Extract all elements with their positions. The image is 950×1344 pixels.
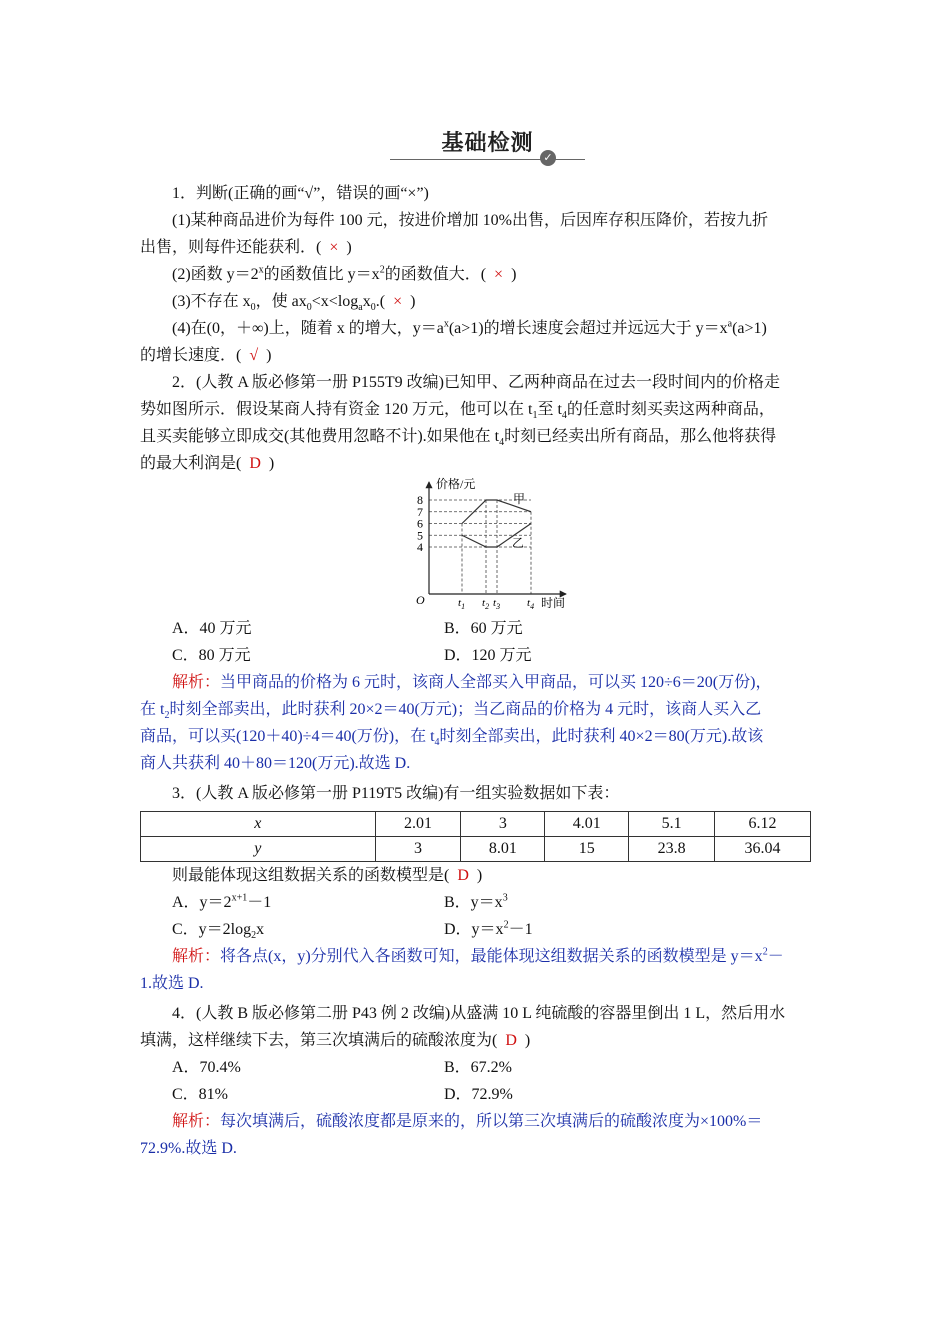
x-tick-labels xyxy=(458,597,534,611)
q4-line2: 填满，这样继续下去，第三次填满后的硫酸浓度为( D ) xyxy=(140,1032,531,1049)
q3-data-table xyxy=(140,811,811,862)
q3-question: 则最能体现这组数据关系的函数模型是( D ) xyxy=(172,867,483,884)
origin-label: O xyxy=(416,593,425,607)
series-label: 甲 xyxy=(513,492,526,506)
table-cell: 5.1 xyxy=(629,812,715,837)
q2-option-c: C．80 万元 xyxy=(172,647,251,664)
q3-option-d: D．$y=x^2-1$ xyxy=(444,919,533,938)
table-cell: 8.01 xyxy=(461,837,545,862)
q1-stem: 1．判断(正确的画“√”，错误的画“×”) xyxy=(172,185,429,202)
chart-series xyxy=(462,492,531,550)
q3-solution-line2: 1.故选 D. xyxy=(140,975,204,992)
q4-solution-line2: 72.9%.故选 D. xyxy=(140,1140,237,1157)
x-axis-label: 时间 xyxy=(541,596,566,610)
q3-option-c: C．$y=2\log_2x$ xyxy=(172,921,265,942)
q3-answer: D xyxy=(457,867,469,884)
q2-option-a: A．40 万元 xyxy=(172,620,252,637)
q2-line1: 2．(人教 A 版必修第一册 P155T9 改编)已知甲、乙两种商品在过去一段时间内的价格走 xyxy=(172,374,781,391)
x-tick-label: $t_3$ xyxy=(493,597,501,611)
q2-option-b: B．60 万元 xyxy=(444,620,523,637)
q2-line3: 且买卖能够立即成交(其他费用忽略不计).如果他在 $t_4$时刻已经卖出所有商品，那么他将获得 xyxy=(140,428,777,449)
q2-solution-line1: 解析：当甲商品的价格为 6 元时，该商人全部买入甲商品，可以买 120÷6＝20(万份)， xyxy=(172,674,772,691)
q1-p4-answer: √ xyxy=(249,347,259,364)
q3-stem: 3．(人教 A 版必修第一册 P119T5 改编)有一组实验数据如下表： xyxy=(172,785,620,802)
table-cell: 2.01 xyxy=(375,812,461,837)
series-label: 乙 xyxy=(512,536,525,550)
section-header xyxy=(380,126,595,166)
x-tick-label: $t_1$ xyxy=(458,597,466,611)
x-tick-label: $t_2$ xyxy=(482,597,490,611)
q4-option-c: C．81% xyxy=(172,1086,229,1103)
q1-p4-line1: (4)在(0，＋∞)上，随着 x 的增大，$y=a^x(a>1)$的增长速度会超过并远远大于 $y=x^a(a>1)$ xyxy=(172,318,767,337)
table-cell: 4.01 xyxy=(545,812,629,837)
x-tick-label: $t_4$ xyxy=(527,597,535,611)
q4-solution-line1: 解析：每次填满后，硫酸浓度都是原来的，所以第三次填满后的硫酸浓度为×100%＝ xyxy=(172,1113,763,1130)
y-tick-label: 5 xyxy=(417,528,423,543)
q4-option-b: B．67.2% xyxy=(444,1059,513,1076)
y-axis-label: 价格/元 xyxy=(436,477,476,491)
q1-p1-answer: × xyxy=(329,239,339,256)
q3-solution-line1: 解析：将各点(x，y)分别代入各函数可知，最能体现这组数据关系的函数模型是 $y=x^2-$ xyxy=(172,946,784,965)
y-tick-label: 6 xyxy=(417,516,423,531)
table-cell: x xyxy=(141,812,376,837)
q3-option-b: B．$y=x^3$ xyxy=(444,892,508,911)
q1-p1-line1: (1)某种商品进价为每件 100 元，按进价增加 10%出售，后因库存积压降价，若按九折 xyxy=(172,212,768,229)
q3-option-a: A．$y=2^{x+1}-1$ xyxy=(172,892,272,911)
q4-line1: 4．(人教 B 版必修第二册 P43 例 2 改编)从盛满 10 L 纯硫酸的容器里倒出 1 L，然后用水 xyxy=(172,1005,786,1022)
check-circle-icon: ✓ xyxy=(540,150,556,166)
table-cell: 15 xyxy=(545,837,629,862)
table-cell: 23.8 xyxy=(629,837,715,862)
q4-solution-label: 解析： xyxy=(172,1113,221,1130)
q2-solution-label: 解析： xyxy=(172,674,221,691)
q4-answer: D xyxy=(505,1032,517,1049)
q1-p2-answer: × xyxy=(494,266,504,283)
q2-line2: 势如图所示．假设某商人持有资金 120 万元，他可以在 $t_1$至 $t_4$的任意时刻买卖这两种商品， xyxy=(140,401,775,422)
q1-p2: (2)函数 $y=2^x$的函数值比 $y=x^2$的函数值大．( × ) xyxy=(172,264,517,283)
table-cell: 3 xyxy=(461,812,545,837)
section-title: 基础检测 xyxy=(441,131,534,156)
q2-answer: D xyxy=(249,455,261,472)
y-tick-labels xyxy=(417,493,423,554)
q4-option-d: D．72.9% xyxy=(444,1086,513,1103)
table-row xyxy=(141,837,811,862)
y-tick-label: 4 xyxy=(417,540,423,554)
q4-option-a: A．70.4% xyxy=(172,1059,241,1076)
q1-p3: (3)不存在 $x_0$，使 $ax_0<x<\log_ax_0$.( × ) xyxy=(172,293,416,314)
q1-p4-line2: 的增长速度．( √ ) xyxy=(140,347,272,364)
y-tick-label: 7 xyxy=(417,504,423,519)
table-cell: 36.04 xyxy=(715,837,811,862)
q2-option-d: D．120 万元 xyxy=(444,647,532,664)
table-cell: 6.12 xyxy=(715,812,811,837)
q2-solution-line2: 在 $t_2$时刻全部卖出，此时获利 20×2＝40(万元)；当乙商品的价格为 4 元时，该商人买入乙 xyxy=(140,701,762,722)
table-cell: y xyxy=(141,837,376,862)
q2-line4: 的最大利润是( D ) xyxy=(140,455,275,472)
price-chart xyxy=(400,476,580,612)
table-cell: 3 xyxy=(375,837,461,862)
q2-solution-line3: 商品，可以买(120＋40)÷4＝40(万份)，在 $t_4$时刻全部卖出，此时获利 40×2＝80(万元).故该 xyxy=(140,728,764,749)
y-tick-label: 8 xyxy=(417,493,423,507)
q1-p3-answer: × xyxy=(393,293,403,310)
q2-solution-line4: 商人共获利 40＋80＝120(万元).故选 D. xyxy=(140,755,411,772)
table-row xyxy=(141,812,811,837)
q3-solution-label: 解析： xyxy=(172,948,221,965)
q1-p1-line2: 出售，则每件还能获利．( × ) xyxy=(140,239,352,256)
